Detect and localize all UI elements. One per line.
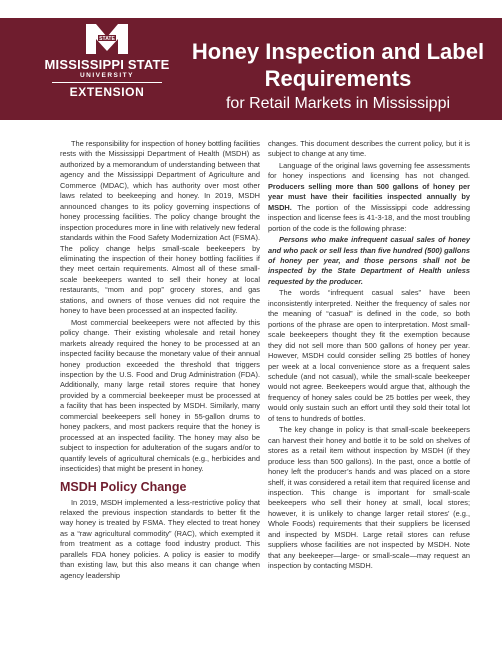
- paragraph: [268, 161, 470, 234]
- logo-seal-text: STATE: [99, 36, 115, 42]
- paragraph: Most commercial beekeepers were not affected by this policy change. Their existing wholesale and retail honey markets already required the honey to be processed at an inspected facility because the monetary value of their annual honey production exceeded the threshold that triggers inspection by the U.S. Food and Drug Administration (FDA). Additionally, many large retail stores require that honey provided by a commercial beekeeper must be processed at a facility that has been inspected by MSDH. Similarly, many commercial beekeepers sell honey in 55-gallon drums to honey packers, and most packers require that the honey is processed at an inspected facility. The honey may also be subject to inspection for adulteration of the sugars and/or to quantify levels of agricultural chemicals (e.g., herbicides and insecticides) that might be present in honey.: [60, 317, 260, 474]
- paragraph-text: The portion of the Mississippi code addressing inspection and license fees is 41-3-18, and the most troubling portion of the code is the following phrase:: [268, 202, 471, 233]
- document-title: Honey Inspection and Label Requirements: [191, 39, 485, 91]
- logo-divider: [52, 82, 162, 83]
- paragraph-text: Language of the original laws governing fee assessments for honey inspections and licensing has not changed.: [268, 160, 470, 181]
- logo-line-2: UNIVERSITY: [79, 72, 134, 79]
- paragraph: The responsibility for inspection of honey bottling facilities rests with the Mississippi Department of Health (MSDH) as authorized by a memorandum of understanding between that agency and the Mississippi Department of Agriculture and Commerce (MDAC), which has authority over most other laws related to beekeeping and honey. In 2019, MSDH announced changes to its policy governing inspections of honey processing facilities. The policy change brought the inspection procedures more in line with relatively new federal standards within the Food Safety Modernization Act (FSMA). The policy change helps small-scale beekeepers by eliminating the inspection of their honey bottling facilities if they meet certain requirements. Almost all of these small-scale beekeepers wanted to sell their honey at local restaurants, “mom and pop” grocery stores, and gas stations, and owners of those venues did not require the honey to have been processed at an inspected facility.: [60, 139, 260, 316]
- left-column: [60, 139, 260, 582]
- paragraph: In 2019, MSDH implemented a less-restrictive policy that relaxed the previous inspection standards to better fit the way honey is treated by FSMA. They elected to treat honey as a “raw agricultural commodity” (RAC), which exempted it from treatment as a cottage food industry product. This parallels FDA honey policies. A policy is easier to modify than existing law, but this also means it can change when agency leadership: [60, 497, 260, 580]
- paragraph: The key change in policy is that small-scale beekeepers can harvest their honey and bottle it to be sold on shelves of stores as a retail item without inspection by MSDH (if they produce less than 500 gallons). In the past, once a bottle of honey left the producer’s hands and was placed on a store shelf, it was considered a retail item that required license and inspection. This change is important for small-scale beekeepers who sell their honey at small, local stores; however, it is unlikely to change larger retail stores’ (e.g., Whole Foods) requirements that their suppliers be licensed and inspected by MSDH. Large retail stores can refuse suppliers whose facilities are not inspected by MSDH. Note that any beekeeper—large- or small-scale—may request an inspection by contacting MSDH.: [268, 425, 470, 571]
- logo-line-1: MISSISSIPPI STATE: [44, 57, 170, 72]
- emphasis-text: Producers selling more than 500 gallons of honey per year must have their facilities inspected annually by MSDH.: [268, 181, 470, 212]
- msu-m-seal-icon: [84, 22, 130, 56]
- logo-line-3: EXTENSION: [69, 85, 145, 99]
- section-heading: MSDH Policy Change: [60, 479, 187, 494]
- code-quote: Persons who make infrequent casual sales of honey and who pack or sell less than five hundred (500) gallons of honey per year, and those persons shall not be inspected by the State Department of Health unless requested by the producer.: [268, 235, 470, 286]
- msu-extension-logo: [42, 22, 172, 116]
- paragraph: changes. This document describes the current policy, but it is subject to change at any time.: [268, 139, 470, 159]
- document-title-block: [188, 38, 488, 115]
- right-column: [268, 139, 470, 573]
- document-subtitle: for Retail Markets in Mississippi: [225, 95, 451, 112]
- paragraph: The words “infrequent casual sales” have been inconsistently interpreted. Neither the frequency of sales nor the meaning of “casual” is defined in the code, so both portions of the phrase are open to interpretation. Most small-scale beekeepers thought they fit the exemption because they did not sell more than 500 gallons of honey per year. However, MSDH could consider selling 25 bottles of honey per week at a local convenience store as a frequent sales schedule (and not casual), while the small-scale beekeeper would not agree. Beekeepers would argue that, although the frequency of honey sales could be 25 bottles per week, they would only sustain such an effort until they sold their total lot of tens to hundreds of bottles.: [268, 288, 470, 423]
